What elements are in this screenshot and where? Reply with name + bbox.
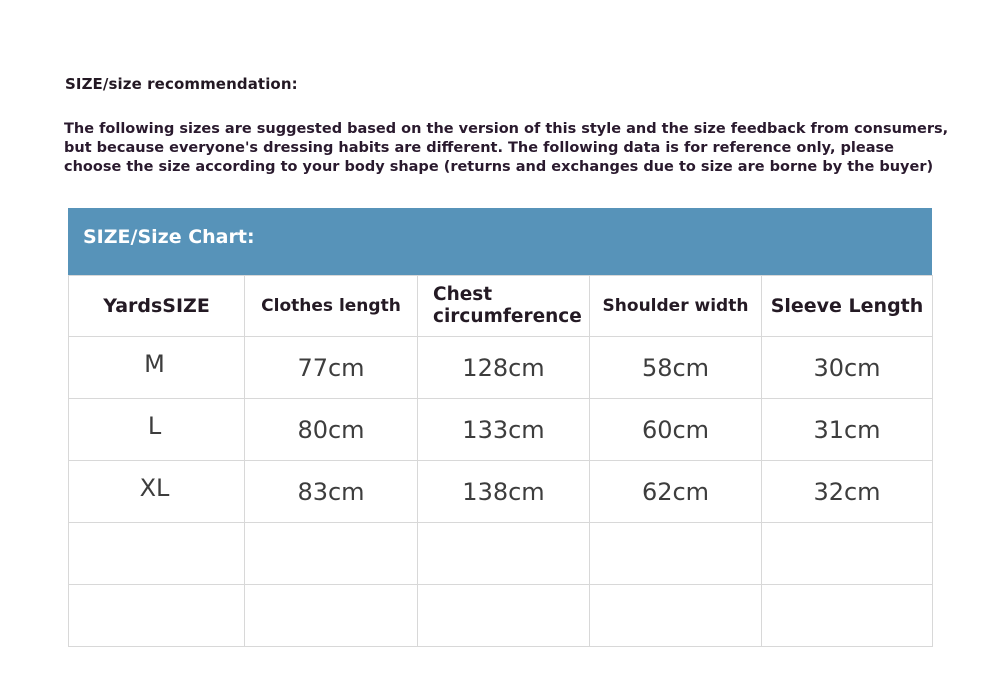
table-row [69, 461, 933, 523]
size-label: XL [139, 473, 170, 502]
table-cell: 80cm [245, 399, 418, 461]
empty-cell [69, 585, 245, 647]
size-cell [69, 337, 245, 399]
table-cell: 32cm [762, 461, 933, 523]
column-header-clothes-length: Clothes length [245, 276, 418, 337]
notice-line: but because everyone's dressing habits are different. The following data is for reference only, please [64, 140, 894, 156]
empty-cell [418, 523, 590, 585]
empty-cell [418, 585, 590, 647]
size-label: M [144, 349, 165, 378]
chest-header-line: Chest [433, 284, 493, 305]
size-cell [69, 461, 245, 523]
empty-cell [762, 523, 933, 585]
table-header-row [69, 276, 933, 337]
chest-header-line: circumference [433, 306, 582, 327]
table-cell: 30cm [762, 337, 933, 399]
size-table [68, 275, 933, 647]
empty-cell [245, 523, 418, 585]
table-row [69, 337, 933, 399]
size-label: L [147, 411, 162, 440]
empty-cell [245, 585, 418, 647]
table-cell: 31cm [762, 399, 933, 461]
size-chart-banner [68, 208, 932, 275]
table-cell: 133cm [418, 399, 590, 461]
empty-cell [590, 523, 762, 585]
table-cell: 58cm [590, 337, 762, 399]
empty-cell [590, 585, 762, 647]
empty-table-row [69, 585, 933, 647]
column-header-sleeve-length: Sleeve Length [762, 276, 933, 337]
column-header-chest-circumference [418, 276, 590, 337]
empty-cell [69, 523, 245, 585]
table-cell: 77cm [245, 337, 418, 399]
table-cell: 138cm [418, 461, 590, 523]
size-chart [68, 208, 932, 647]
empty-table-row [69, 523, 933, 585]
notice-line: The following sizes are suggested based on the version of this style and the size feedback from consumers, [64, 121, 949, 137]
column-header-size: YardsSIZE [69, 276, 245, 337]
table-cell: 62cm [590, 461, 762, 523]
size-notice [64, 120, 949, 177]
table-cell: 60cm [590, 399, 762, 461]
table-cell: 128cm [418, 337, 590, 399]
table-row [69, 399, 933, 461]
size-recommendation-heading: SIZE/size recommendation: [65, 75, 298, 93]
size-cell [69, 399, 245, 461]
notice-line: choose the size according to your body shape (returns and exchanges due to size are borne by the buyer) [64, 159, 934, 175]
size-chart-title: SIZE/Size Chart: [83, 226, 255, 248]
table-cell: 83cm [245, 461, 418, 523]
column-header-shoulder-width: Shoulder width [590, 276, 762, 337]
empty-cell [762, 585, 933, 647]
